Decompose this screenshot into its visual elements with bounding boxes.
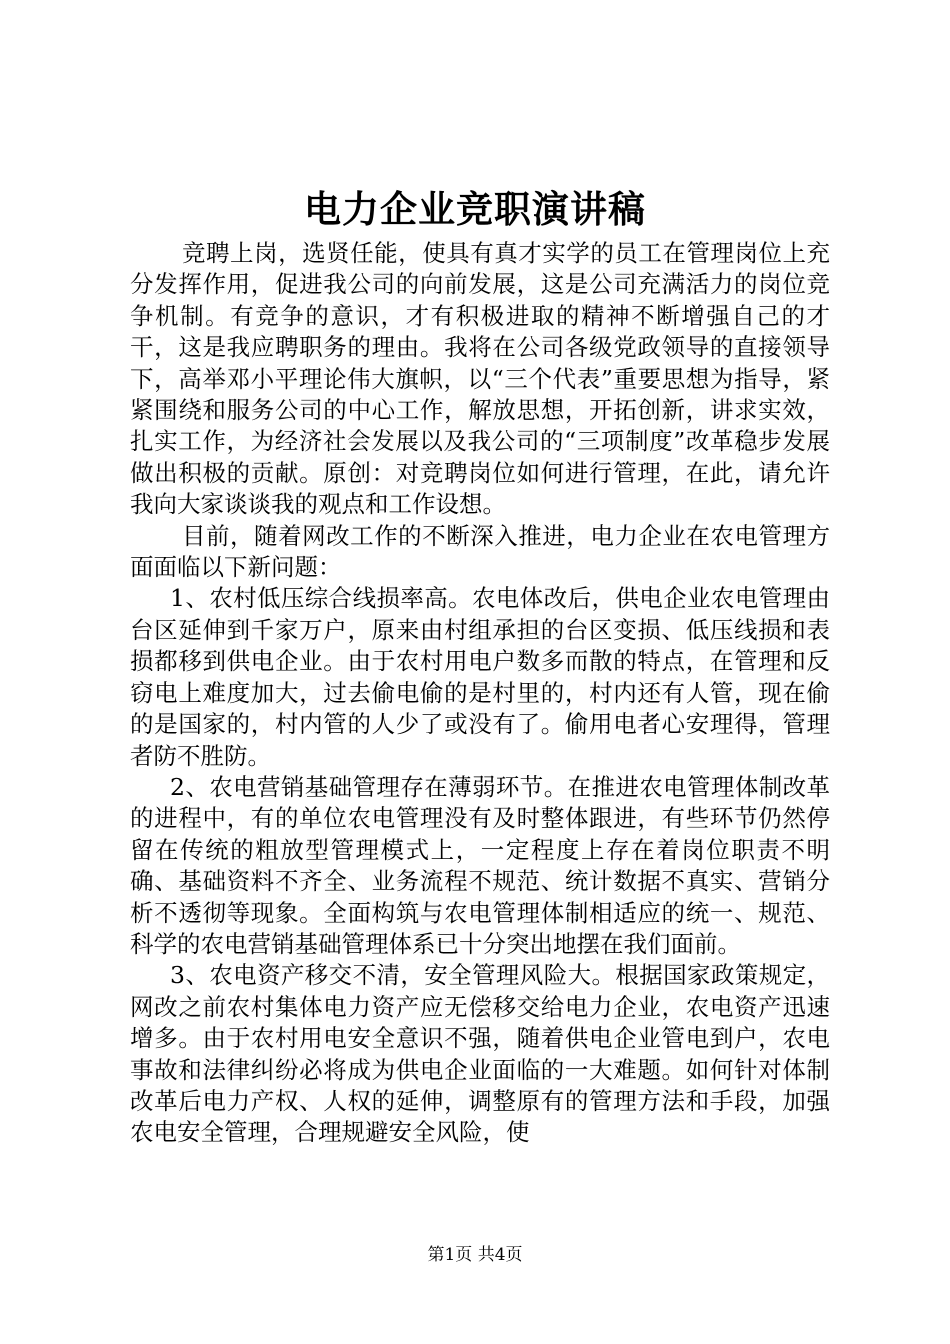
page-footer: 第1页 共4页 [427,1245,523,1265]
document-body [130,238,830,1149]
paragraph-item-2: 2、农电营销基础管理存在薄弱环节。在推进农电管理体制改革的进程中，有的单位农电管理没有及时整体跟进，有些环节仍然停留在传统的粗放型管理模式上，一定程度上存在着岗位职责不明确、基础资料不齐全、业务流程不规范、统计数据不真实、营销分析不透彻等现象。全面构筑与农电管理体制相适应的统一、规范、科学的农电营销基础管理体系已十分突出地摆在我们面前。 [130,772,830,958]
paragraph-item-1: 1、农村低压综合线损率高。农电体改后，供电企业农电管理由台区延伸到千家万户，原来由村组承担的台区变损、低压线损和表损都移到供电企业。由于农村用电户数多而散的特点，在管理和反窃电上难度加大，过去偷电偷的是村里的，村内还有人管，现在偷的是国家的，村内管的人少了或没有了。偷用电者心安理得，管理者防不胜防。 [130,584,830,770]
document-title: 电力企业竞职演讲稿 [304,187,646,231]
paragraph-new-problems: 目前，随着网改工作的不断深入推进，电力企业在农电管理方面面临以下新问题： [130,521,830,582]
paragraph-item-3: 3、农电资产移交不清，安全管理风险大。根据国家政策规定，网改之前农村集体电力资产应无偿移交给电力企业，农电资产迅速增多。由于农村用电安全意识不强，随着供电企业管电到户，农电事故和法律纠纷必将成为供电企业面临的一大难题。如何针对体制改革后电力产权、人权的延伸，调整原有的管理方法和手段，加强农电安全管理，合理规避安全风险，使 [130,961,830,1147]
paragraph-intro: 竞聘上岗，选贤任能，使具有真才实学的员工在管理岗位上充分发挥作用，促进我公司的向前发展，这是公司充满活力的岗位竞争机制。有竞争的意识，才有积极进取的精神不断增强自己的才干，这是我应聘职务的理由。我将在公司各级党政领导的直接领导下，高举邓小平理论伟大旗帜，以“三个代表”重要思想为指导，紧紧围绕和服务公司的中心工作，解放思想，开拓创新，讲求实效，扎实工作，为经济社会发展以及我公司的“三项制度”改革稳步发展做出积极的贡献。原创：对竞聘岗位如何进行管理，在此，请允许我向大家谈谈我的观点和工作设想。 [130,239,830,519]
